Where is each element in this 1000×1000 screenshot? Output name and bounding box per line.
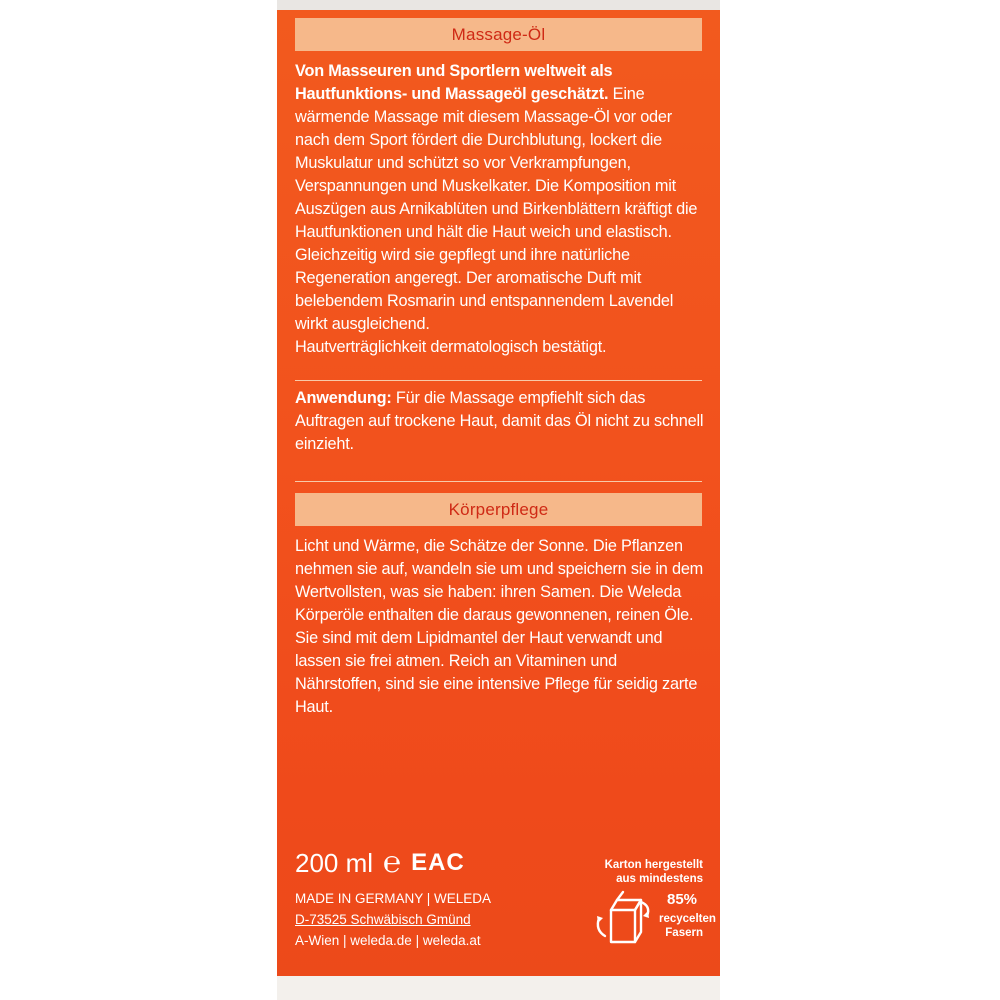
recycling-line3: recycelten bbox=[659, 913, 716, 925]
body-care-header bbox=[295, 493, 702, 526]
product-box-back-panel bbox=[277, 0, 720, 1000]
recycling-tail bbox=[659, 912, 716, 940]
recycling-info bbox=[591, 858, 716, 939]
body-care-text: Licht und Wärme, die Schätze der Sonne. Die Pflanzen nehmen sie auf, wandeln sie um und speichern sie in dem Wertvollsten, was sie haben: ihren Samen. Die Weleda Körperöle enthalten die daraus gewonnenen, reinen Öle. Sie sind mit dem Lipidmantel der Haut verwandt und lassen sie frei atmen. Reich an Vitaminen und Nährstoffen, sind sie eine intensive Pflege für seidig zarte Haut. bbox=[295, 537, 704, 716]
recycled-box-icon bbox=[591, 888, 655, 948]
recycling-line2: aus mindestens bbox=[616, 873, 703, 885]
massage-oil-header bbox=[295, 18, 702, 51]
dermatology-note: Hautverträglichkeit dermatologisch bestätigt. bbox=[295, 338, 607, 356]
recycling-percent: 85% bbox=[667, 891, 698, 908]
intro-paragraph bbox=[295, 60, 705, 359]
volume-label: 200 ml bbox=[295, 848, 374, 878]
divider-line bbox=[295, 481, 702, 482]
websites-line: A-Wien | weleda.de | weleda.at bbox=[295, 933, 481, 948]
recycling-line4: Fasern bbox=[665, 927, 703, 939]
intro-bold-text: Von Masseuren und Sportlern weltweit als Hautfunktions- und Massageöl geschätzt. bbox=[295, 62, 613, 103]
usage-paragraph bbox=[295, 387, 705, 456]
eac-mark-icon: EAC bbox=[411, 849, 465, 876]
top-edge-strip bbox=[277, 0, 720, 10]
usage-label: Anwendung: bbox=[295, 389, 392, 407]
manufacturer-info bbox=[295, 888, 491, 951]
body-care-paragraph bbox=[295, 535, 705, 719]
made-in-line: MADE IN GERMANY | WELEDA bbox=[295, 891, 492, 906]
recycling-heading bbox=[591, 858, 703, 886]
divider-line bbox=[295, 380, 702, 381]
bottom-edge-strip bbox=[277, 976, 720, 1000]
usage-text: Für die Massage empfiehlt sich das Auftragen auf trockene Haut, damit das Öl nicht zu schnell einzieht. bbox=[295, 389, 704, 453]
estimated-sign-icon: ℮ bbox=[383, 845, 402, 880]
recycling-line1: Karton hergestellt bbox=[604, 859, 703, 871]
massage-oil-header-text: Massage-Öl bbox=[451, 25, 546, 44]
address-line: D-73525 Schwäbisch Gmünd bbox=[295, 912, 471, 927]
volume-row bbox=[295, 846, 465, 880]
body-care-header-text: Körperpflege bbox=[448, 500, 549, 519]
intro-body-text: Eine wärmende Massage mit diesem Massage-Öl vor oder nach dem Sport fördert die Durchblutung, lockert die Muskulatur und schützt so vor Verkrampfungen, Verspannungen und Muskelkater. Die Komposition mit Auszügen aus Arnikablüten und Birkenblättern kräftigt die Hautfunktionen und hält die Haut weich und elastisch. Gleichzeitig wird sie gepflegt und ihre natürliche Regeneration angeregt. Der aromatische Duft mit belebendem Rosmarin und entspannendem Lavendel wirkt ausgleichend. bbox=[295, 85, 698, 333]
